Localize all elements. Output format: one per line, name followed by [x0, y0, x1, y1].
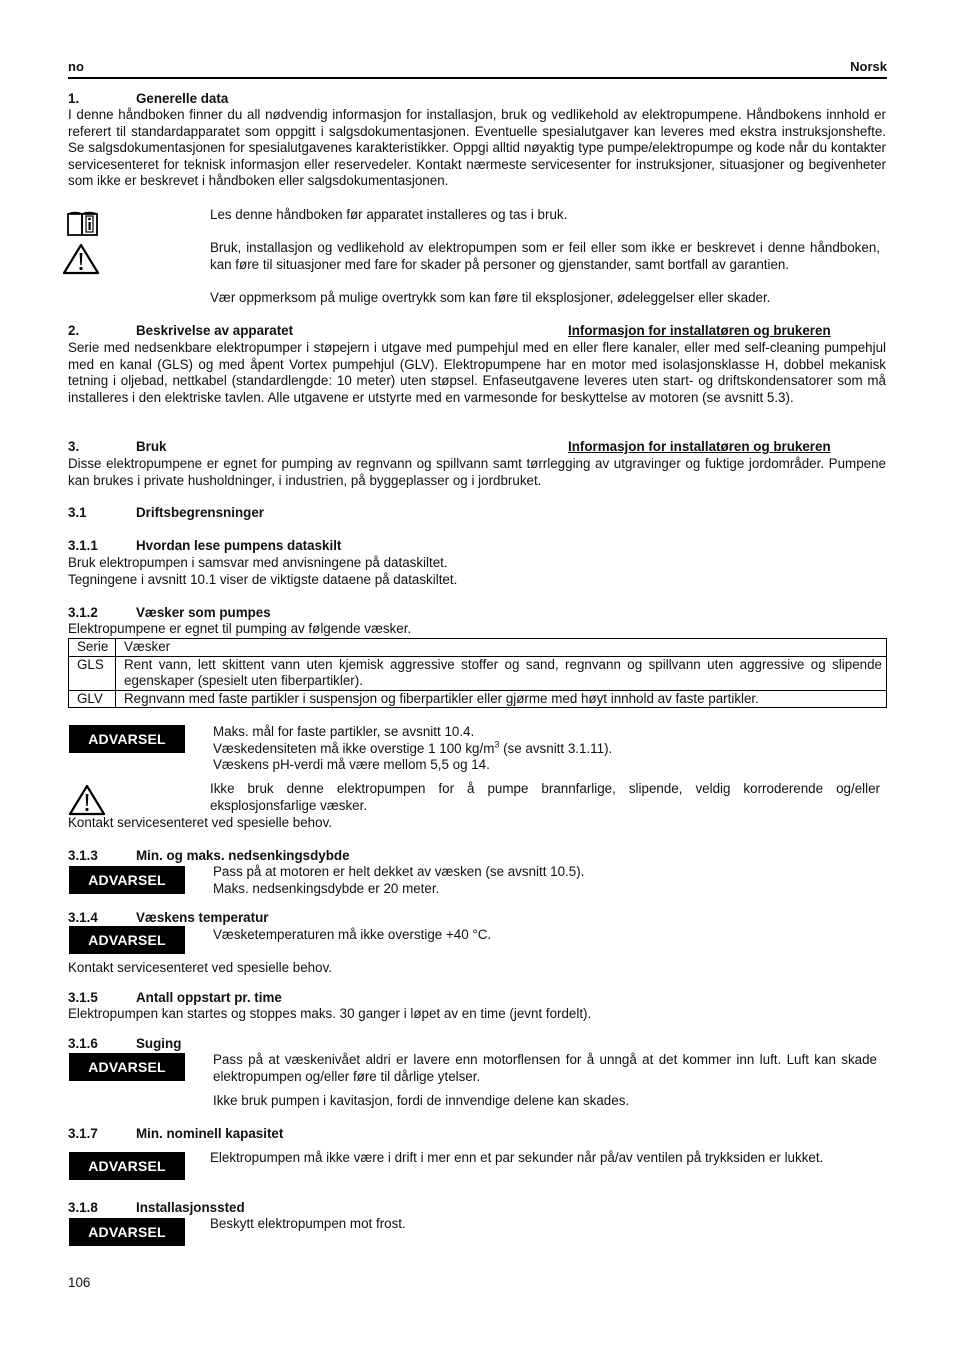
warning-solids-size: Maks. mål for faste partikler, se avsnitt 10.4. — [213, 724, 475, 739]
liquids-table — [68, 638, 887, 708]
danger-flammable-text: Ikke bruk denne elektropumpen for å pumpe brannfarlige, slipende, veldig korroderende og/eller eksplosjonsfarlige væsker. — [210, 781, 880, 813]
section-3-1-7-line1: Elektropumpen må ikke være i drift i mer enn et par sekunder når på/av ventilen på trykksiden er lukket. — [210, 1150, 824, 1165]
warning-triangle-icon — [68, 784, 106, 816]
warning-ph: Væskens pH-verdi må være mellom 5,5 og 14. — [213, 757, 490, 772]
section-1-body: I denne håndboken finner du all nødvendig informasjon for installasjon, bruk og vedlikehold av elektropumpene. Håndbokens innhold er referert til standardapparatet som oppgitt i salgsdokumentasjonen. Eventuelle spesialutgaver kan leveres med ekstra instruksjonshefte. Se salgsdokumentasjonen for spesialutgavenes karakteristikker. Oppgi alltid nøyaktig type pumpe/elektropumpe og kode når du kontakter servicesenteret for teknisk informasjon eller reservedeler. Kontakt nærmeste servicesenter for instruksjoner, situasjoner og begivenheter som ikke er beskrevet i håndboken eller salgsdokumentasjonen. — [68, 107, 886, 189]
section-3-1-7-heading: 3.1.7 Min. nominell kapasitet — [68, 1126, 284, 1141]
warning-overpressure-text: Vær oppmerksom på mulige overtrykk som kan føre til eksplosjoner, ødeleggelser eller skader. — [210, 290, 771, 305]
section-3-1-1-line1: Bruk elektropumpen i samsvar med anvisningene på dataskiltet. — [68, 555, 448, 570]
section-3-1-4-heading: 3.1.4 Væskens temperatur — [68, 910, 269, 925]
section-3-1-4-line1: Væsketemperaturen må ikke overstige +40 °C. — [213, 927, 492, 942]
advarsel-badge: ADVARSEL — [69, 725, 185, 753]
section-3-info-label: Informasjon for installatøren og brukeren — [568, 439, 831, 454]
section-2-body: Serie med nedsenkbare elektropumper i støpejern i utgave med pumpehjul med en eller flere kanaler, eller med self-cleaning pumpehjul med en kanal (GLS) og med åpent Vortex pumpehjul (GLV). Elektropumpene har en motor med isolasjonsklasse H, dobbel mekanisk tetning i oljebad, nettkabel (standardlengde: 10 meter) uten støpsel. Enfaseutgavene leveres uten start- og driftskondensatorer som må installeres i den elektriske tavlen. Alle utgavene er utstyrte med en varmesonde for beskyttelse av motoren (se avsnitt 5.3). — [68, 340, 886, 405]
section-3-1-8-heading: 3.1.8 Installasjonssted — [68, 1200, 245, 1215]
table-header-row — [69, 639, 887, 657]
table-cell-liquid: Regnvann med faste partikler i suspensjon og fiberpartikler eller gjørme med høyt innhold av faste partikler. — [116, 690, 887, 708]
page-header — [68, 58, 887, 79]
manual-book-icon — [66, 210, 100, 237]
warning-misuse-text: Bruk, installasjon og vedlikehold av elektropumpen som er feil eller som ikke er beskrevet i denne håndboken, kan føre til situasjoner med fare for skader på personer og gjenstander, samt bortfall av garantien. — [210, 240, 880, 272]
section-3-1-5-line1: Elektropumpen kan startes og stoppes maks. 30 ganger i løpet av en time (jevnt fordelt). — [68, 1006, 592, 1021]
section-1-heading: 1. Generelle data — [68, 91, 229, 106]
table-header-cell: Væsker — [116, 639, 887, 657]
section-3-1-3-line1: Pass på at motoren er helt dekket av væsken (se avsnitt 10.5). — [213, 864, 585, 879]
language-code: no — [68, 59, 84, 74]
table-cell-series: GLV — [69, 690, 116, 708]
section-3-1-8-line1: Beskytt elektropumpen mot frost. — [210, 1216, 406, 1231]
section-3-1-6-heading: 3.1.6 Suging — [68, 1036, 182, 1051]
table-row — [69, 656, 887, 690]
advarsel-badge: ADVARSEL — [69, 1152, 185, 1180]
contact-service-note: Kontakt servicesenteret ved spesielle behov. — [68, 815, 332, 830]
section-3-heading: 3. Bruk — [68, 439, 167, 454]
warning-density: Væskedensiteten må ikke overstige 1 100 $kg/m^3$ (se avsnitt 3.1.11). — [213, 739, 613, 756]
section-3-1-6-line1: Pass på at væskenivået aldri er lavere enn motorflensen for å unngå at det kommer inn luft. Luft kan skade elektropumpen og/eller føre til dårlige ytelser. — [213, 1052, 877, 1084]
warning-triangle-icon — [62, 243, 100, 275]
section-3-1-1-heading: 3.1.1 Hvordan lese pumpens dataskilt — [68, 538, 342, 553]
language-name: Norsk — [850, 59, 887, 74]
read-manual-note: Les denne håndboken før apparatet installeres og tas i bruk. — [210, 207, 568, 222]
table-header-cell: Serie — [69, 639, 116, 657]
section-3-body: Disse elektropumpene er egnet for pumping av regnvann og spillvann samt tørrlegging av utgravinger og fuktige jordområder. Pumpene kan brukes i private husholdninger, i industrien, på byggeplasser og i jordbruket. — [68, 456, 886, 488]
section-3-1-2-intro: Elektropumpene er egnet til pumping av følgende væsker. — [68, 621, 412, 636]
section-3-1-3-heading: 3.1.3 Min. og maks. nedsenkingsdybde — [68, 848, 350, 863]
table-cell-liquid: Rent vann, lett skittent vann uten kjemisk aggressive stoffer og sand, regnvann og spillvann uten aggressive og slipende egenskaper (spesielt uten fiberpartikler). — [116, 656, 887, 690]
advarsel-badge: ADVARSEL — [69, 1053, 185, 1081]
table-cell-series: GLS — [69, 656, 116, 690]
section-3-1-6-line2: Ikke bruk pumpen i kavitasjon, fordi de innvendige delene kan skades. — [213, 1093, 630, 1108]
advarsel-badge: ADVARSEL — [69, 926, 185, 954]
contact-service-note: Kontakt servicesenteret ved spesielle behov. — [68, 960, 332, 975]
section-3-1-1-line2: Tegningene i avsnitt 10.1 viser de viktigste dataene på dataskiltet. — [68, 572, 458, 587]
page-number: 106 — [68, 1275, 91, 1290]
advarsel-badge: ADVARSEL — [69, 1218, 185, 1246]
section-3-1-3-line2: Maks. nedsenkingsdybde er 20 meter. — [213, 881, 440, 896]
section-3-1-5-heading: 3.1.5 Antall oppstart pr. time — [68, 990, 282, 1005]
section-3-1-2-heading: 3.1.2 Væsker som pumpes — [68, 605, 271, 620]
advarsel-badge: ADVARSEL — [69, 866, 185, 894]
section-2-info-label: Informasjon for installatøren og brukeren — [568, 323, 831, 338]
section-3-1-heading: 3.1 Driftsbegrensninger — [68, 505, 264, 520]
section-2-heading: 2. Beskrivelse av apparatet — [68, 323, 294, 338]
table-row — [69, 690, 887, 708]
